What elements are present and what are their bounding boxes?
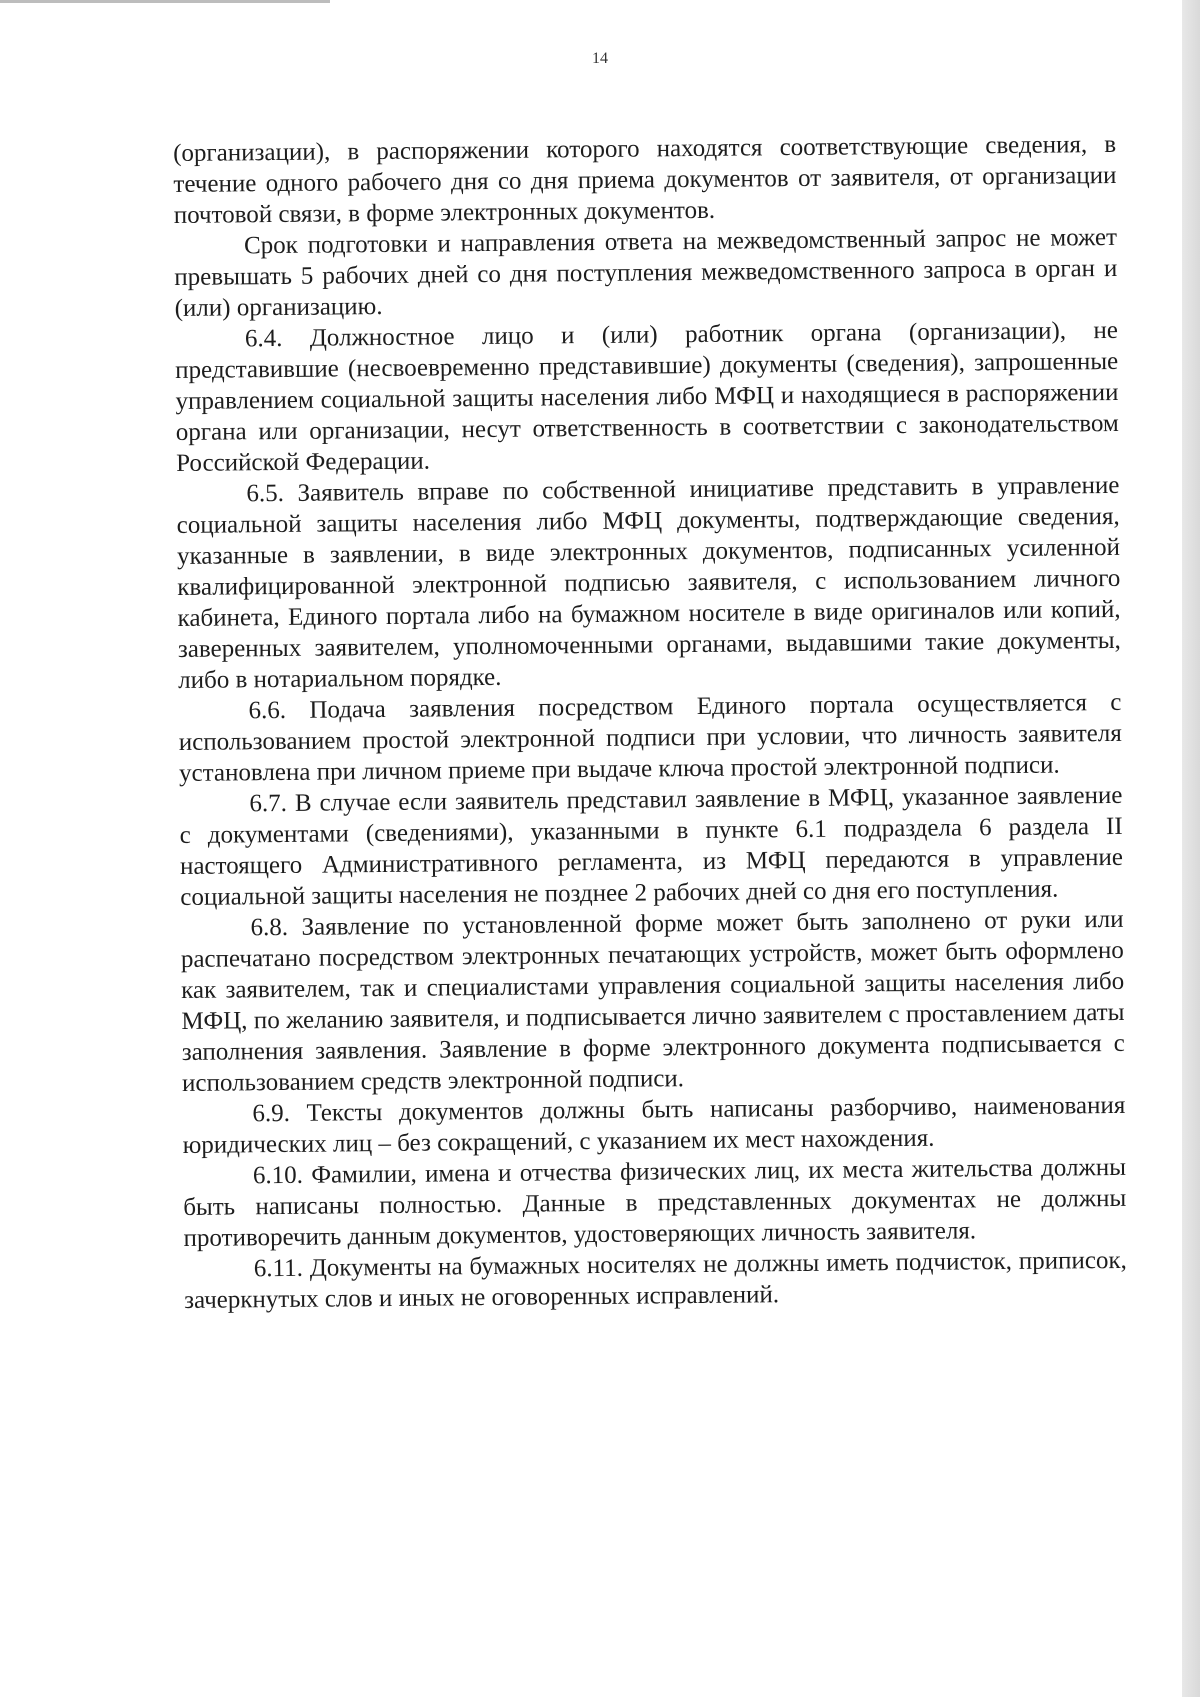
paragraph-6-11: 6.11. Документы на бумажных носителях не должны иметь подчисток, приписок, зачеркнутых слов и иных не оговоренных исправлений. <box>184 1246 1127 1314</box>
document-body <box>173 129 1127 1316</box>
paragraph-6-6: 6.6. Подача заявления посредством Единого портала осуществляется с использованием простой электронной подписи при условии, что личность заявителя установлена при личном приеме при выдаче ключа простой электронной подписи. <box>178 688 1122 787</box>
paragraph-6-10: 6.10. Фамилии, имена и отчества физических лиц, их места жительства должны быть написаны полностью. Данные в представленных документах не должны противоречить данным документов, удостоверяющих личность заявителя. <box>183 1153 1127 1252</box>
paragraph-6-5: 6.5. Заявитель вправе по собственной инициативе представить в управление социальной защиты населения либо МФЦ документы, подтверждающие сведения, указанные в заявлении, в виде электронных документов, подписанных усиленной квалифицированной электронной подписью заявителя, с использованием личного кабинета, Единого портала либо на бумажном носителе в виде оригиналов или копий, заверенных заявителем, уполномоченными органами, выдавшими такие документы, либо в нотариальном порядке. <box>176 471 1121 694</box>
paragraph-6-4: 6.4. Должностное лицо и (или) работник органа (организации), не представившие (несвоевременно представившие) документы (сведения), запрошенные управлением социальной защиты населения либо МФЦ и находящиеся в распоряжении органа или организации, несут ответственность в соответствии с законодательством Российской Федерации. <box>175 316 1119 477</box>
paragraph-6-7: 6.7. В случае если заявитель представил заявление в МФЦ, указанное заявление с документами (сведениями), указанными в пункте 6.1 подраздела 6 раздела II настоящего Административного регламента, из МФЦ передаются в управление социальной защиты населения не позднее 2 рабочих дней со дня его поступления. <box>179 781 1124 911</box>
scan-edge-line <box>0 0 330 3</box>
scan-right-margin <box>1182 0 1200 1697</box>
page-number: 14 <box>592 50 608 67</box>
paragraph-continuation: (организации), в распоряжении которого находятся соответствующие сведения, в течение одного рабочего дня со дня приема документов от заявителя, от организации почтовой связи, в форме электронных документов. <box>173 130 1117 229</box>
paragraph-response-deadline: Срок подготовки и направления ответа на межведомственный запрос не может превышать 5 рабочих дней со дня поступления межведомственного запроса в орган и (или) организацию. <box>174 223 1118 322</box>
paragraph-6-9: 6.9. Тексты документов должны быть написаны разборчиво, наименования юридических лиц – без сокращений, с указанием их мест нахождения. <box>182 1091 1126 1159</box>
paragraph-6-8: 6.8. Заявление по установленной форме может быть заполнено от руки или распечатано посредством электронных печатающих устройств, может быть оформлено как заявителем, так и специалистами управления социальной защиты населения либо МФЦ, по желанию заявителя, и подписывается лично заявителем с проставлением даты заполнения заявления. Заявление в форме электронного документа подписывается с использованием средств электронной подписи. <box>180 905 1125 1097</box>
